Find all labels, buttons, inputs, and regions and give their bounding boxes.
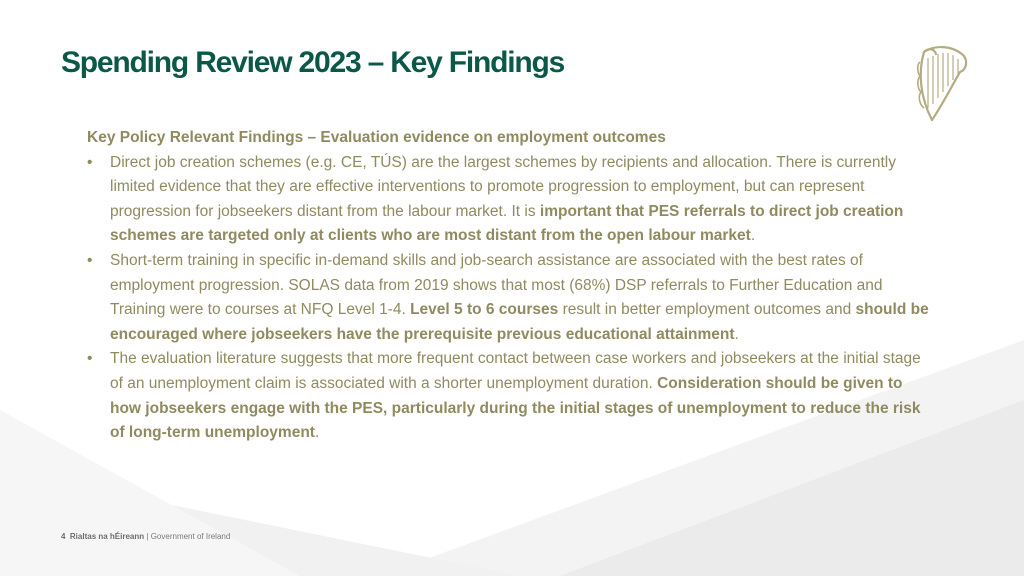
finding-text: The evaluation literature suggests that more frequent contact between case workers and jobseekers at the initial stage of an unemployment claim is associated with a shorter unemployment duration. — [110, 350, 921, 392]
finding-item — [87, 249, 937, 347]
finding-text: . — [734, 325, 739, 343]
finding-item — [87, 347, 937, 445]
finding-text: Direct job creation schemes (e.g. CE, TÚS) are the largest schemes by recipients and allocation. There is currently limited evidence that they are effective interventions to promote progression to employment, but can represent progression for jobseekers distant from the labour market. It is — [110, 153, 896, 220]
finding-text: . — [314, 424, 320, 442]
findings-section — [87, 126, 937, 446]
finding-emphasis: should be encouraged where jobseekers have the prerequisite previous educational attainment — [110, 301, 929, 343]
finding-text: . — [750, 227, 756, 245]
footer-separator: | — [146, 532, 149, 541]
footer — [61, 532, 230, 541]
finding-emphasis: Consideration should be given to how jobseekers engage with the PES, particularly during the initial stages of unemployment to reduce the risk of long-term unemployment — [110, 374, 921, 442]
findings-list — [87, 151, 937, 446]
harp-icon — [914, 42, 970, 124]
section-heading: Key Policy Relevant Findings – Evaluation evidence on employment outcomes — [87, 129, 666, 146]
finding-text: Short-term training in specific in-demand skills and job-search assistance are associated with the best rates of employment progression. SOLAS data from 2019 shows that most (68%) DSP referrals to Further Education and Training were to courses at NFQ Level 1-4. — [110, 251, 883, 319]
finding-item — [87, 151, 937, 249]
footer-brand: Rialtas na hÉireann — [69, 532, 145, 541]
finding-emphasis: important that PES referrals to direct job creation schemes are targeted only at clients who are most distant from the open labour market — [110, 202, 904, 245]
finding-text: result in better employment outcomes and — [558, 301, 856, 319]
finding-emphasis: Level 5 to 6 courses — [410, 301, 559, 319]
page-title: Spending Review 2023 – Key Findings — [61, 46, 565, 79]
footer-government: Government of Ireland — [150, 532, 231, 541]
page-number: 4 — [61, 532, 66, 541]
